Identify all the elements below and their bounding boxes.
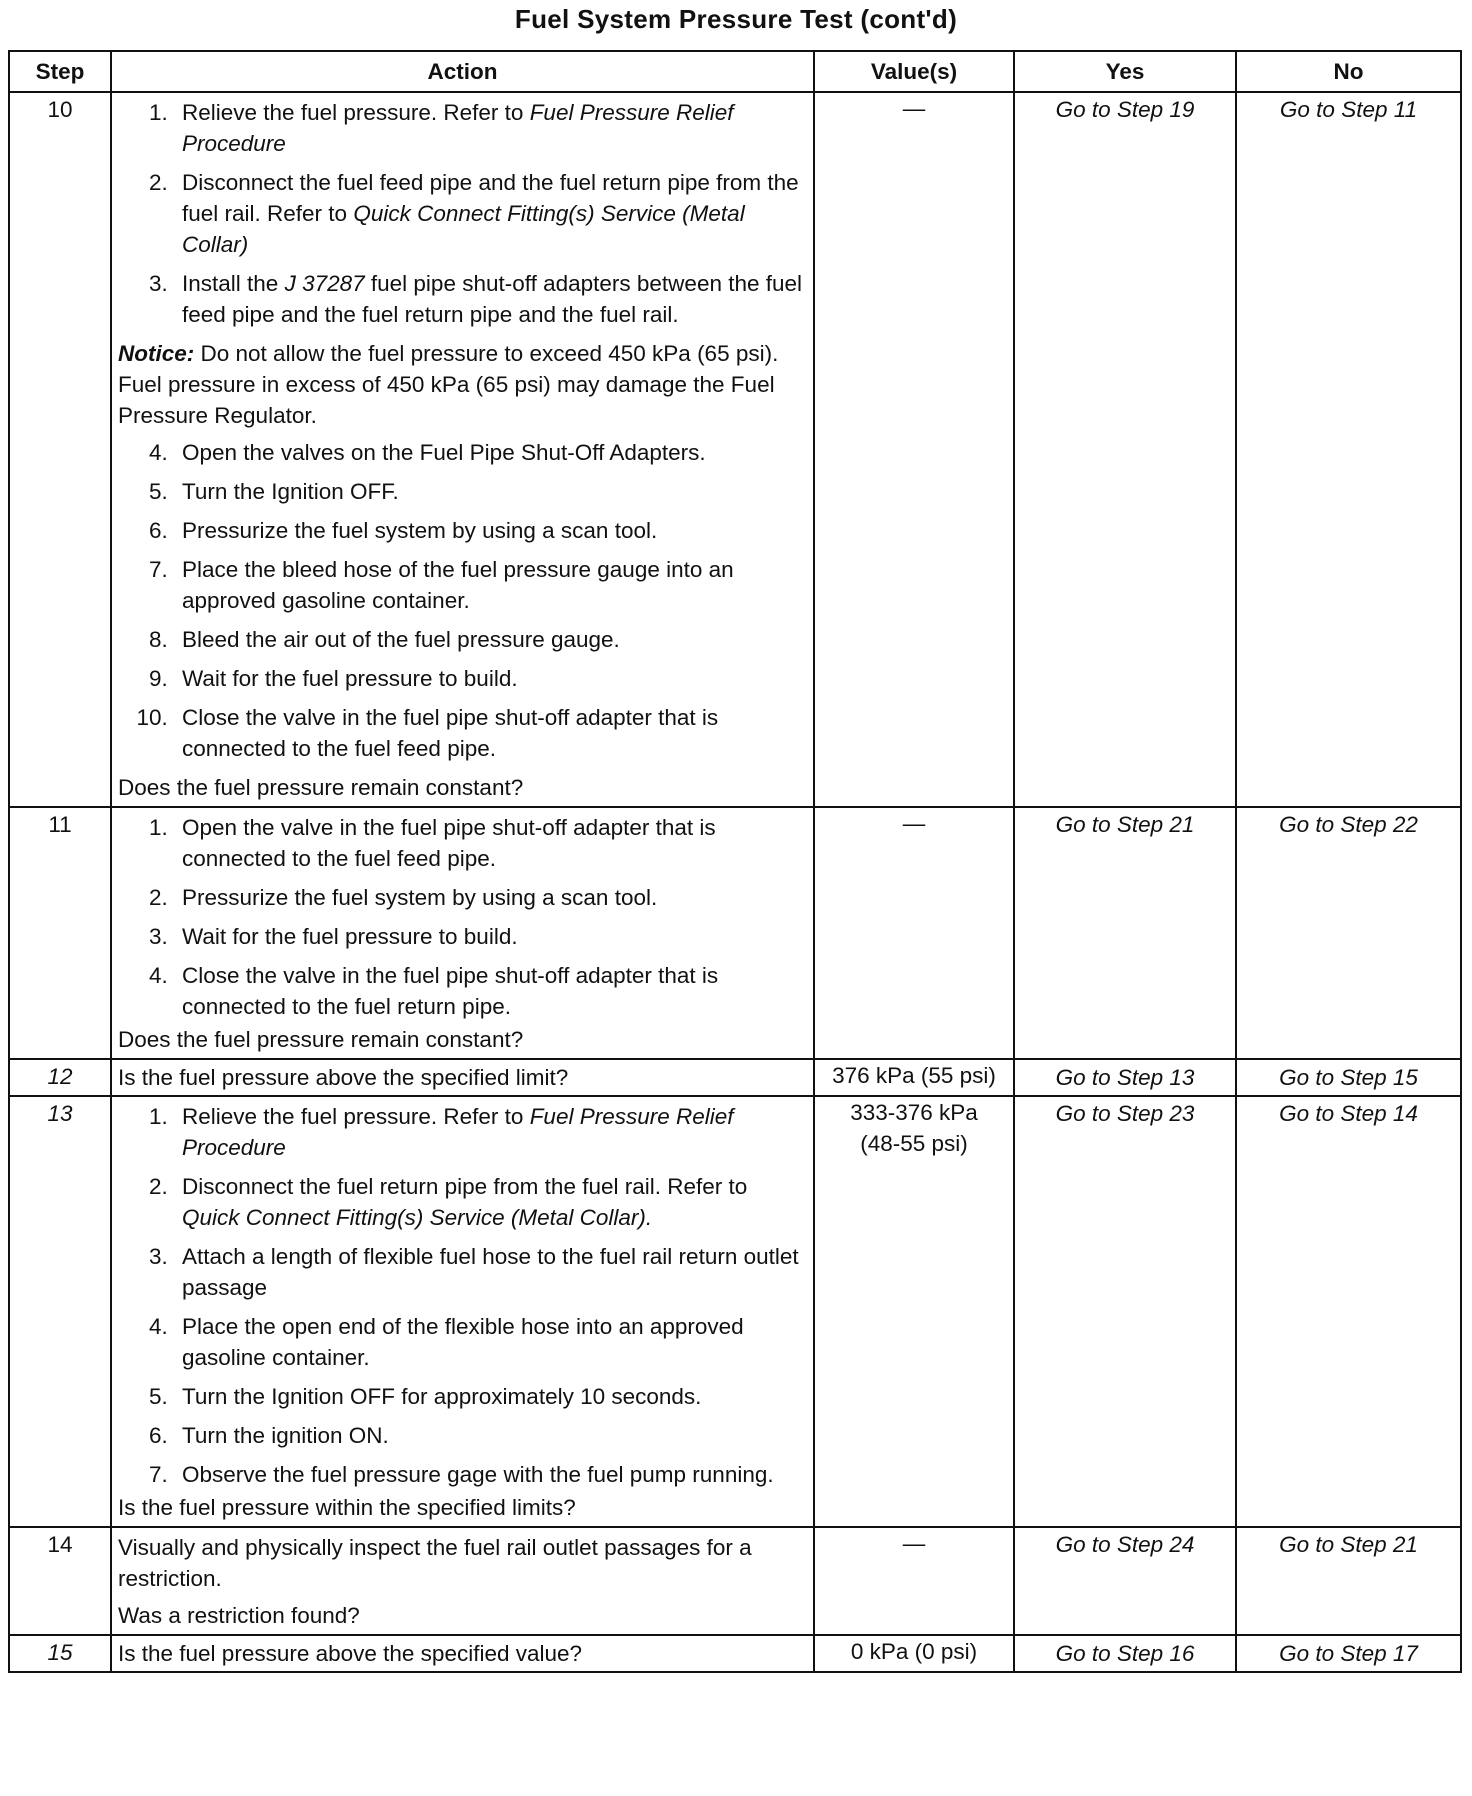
- yes-result: Go to Step 16: [1014, 1635, 1236, 1672]
- value-kpa: 333-376 kPa: [850, 1100, 978, 1125]
- question: Does the fuel pressure remain constant?: [118, 1027, 524, 1052]
- action-step: 8. Bleed the air out of the fuel pressure gauge.: [174, 624, 807, 655]
- table-row-step-14: [9, 1527, 1461, 1635]
- reference-link: Quick Connect Fitting(s) Service (Metal Collar): [182, 201, 745, 257]
- yes-result: Go to Step 21: [1014, 807, 1236, 1059]
- no-result: Go to Step 22: [1236, 807, 1461, 1059]
- table-row-step-12: [9, 1059, 1461, 1096]
- tool-reference: J 37287: [284, 271, 365, 296]
- action-step: 1. Open the valve in the fuel pipe shut-off adapter that is connected to the fuel feed pipe.: [174, 812, 807, 874]
- no-result: Go to Step 14: [1236, 1096, 1461, 1527]
- action-step: 7. Observe the fuel pressure gage with the fuel pump running.: [174, 1459, 807, 1490]
- action-step: 3. Wait for the fuel pressure to build.: [174, 921, 807, 952]
- action-steps: [118, 812, 807, 1022]
- action-step: 9. Wait for the fuel pressure to build.: [174, 663, 807, 694]
- action-step: 7. Place the bleed hose of the fuel pressure gauge into an approved gasoline container.: [174, 554, 807, 616]
- action-cell: [111, 1527, 814, 1635]
- reference-link: Fuel Pressure Relief Procedure: [182, 1104, 734, 1160]
- action-steps: [118, 1101, 807, 1490]
- action-step: 1. Relieve the fuel pressure. Refer to Fuel Pressure Relief Procedure: [174, 1101, 807, 1163]
- action-step: 4. Place the open end of the flexible hose into an approved gasoline container.: [174, 1311, 807, 1373]
- question: Is the fuel pressure within the specified limits?: [118, 1495, 576, 1520]
- action-steps-continued: [118, 437, 807, 764]
- table-header-row: [9, 51, 1461, 92]
- step-number: 12: [9, 1059, 111, 1096]
- action-step: 4. Close the valve in the fuel pipe shut-off adapter that is connected to the fuel return pipe.: [174, 960, 807, 1022]
- action-cell: [111, 1096, 814, 1527]
- value-cell: 0 kPa (0 psi): [814, 1635, 1014, 1672]
- question: Does the fuel pressure remain constant?: [118, 775, 524, 800]
- notice: [118, 338, 807, 431]
- action-cell: [111, 92, 814, 807]
- yes-result: Go to Step 24: [1014, 1527, 1236, 1635]
- header-yes: Yes: [1014, 51, 1236, 92]
- step-number: 15: [9, 1635, 111, 1672]
- yes-result: Go to Step 13: [1014, 1059, 1236, 1096]
- header-step: Step: [9, 51, 111, 92]
- value-cell: —: [814, 807, 1014, 1059]
- action-step: 3. Attach a length of flexible fuel hose to the fuel rail return outlet passage: [174, 1241, 807, 1303]
- table-row-step-13: [9, 1096, 1461, 1527]
- table-row-step-10: [9, 92, 1461, 807]
- value-cell: —: [814, 1527, 1014, 1635]
- header-values: Value(s): [814, 51, 1014, 92]
- action-step: 2. Disconnect the fuel feed pipe and the fuel return pipe from the fuel rail. Refer to Quick Connect Fitting(s) Service (Metal Collar): [174, 167, 807, 260]
- value-cell: 376 kPa (55 psi): [814, 1059, 1014, 1096]
- reference-link: Quick Connect Fitting(s) Service (Metal Collar).: [182, 1205, 653, 1230]
- no-result: Go to Step 21: [1236, 1527, 1461, 1635]
- procedure-table: [8, 50, 1462, 1673]
- action-step: 1. Relieve the fuel pressure. Refer to Fuel Pressure Relief Procedure: [174, 97, 807, 159]
- action-step: 6. Pressurize the fuel system by using a scan tool.: [174, 515, 807, 546]
- action-step: 4. Open the valves on the Fuel Pipe Shut-Off Adapters.: [174, 437, 807, 468]
- question: Was a restriction found?: [118, 1603, 360, 1628]
- action-text: Visually and physically inspect the fuel rail outlet passages for a restriction.: [118, 1535, 752, 1591]
- no-result: Go to Step 17: [1236, 1635, 1461, 1672]
- step-number: 14: [9, 1527, 111, 1635]
- value-cell: —: [814, 92, 1014, 807]
- no-result: Go to Step 11: [1236, 92, 1461, 807]
- question: Is the fuel pressure above the specified value?: [111, 1635, 814, 1672]
- action-step: 5. Turn the Ignition OFF for approximately 10 seconds.: [174, 1381, 807, 1412]
- action-steps: [118, 97, 807, 330]
- step-number: 11: [9, 807, 111, 1059]
- notice-label: Notice:: [118, 341, 195, 366]
- action-step: 6. Turn the ignition ON.: [174, 1420, 807, 1451]
- value-cell: [814, 1096, 1014, 1527]
- header-no: No: [1236, 51, 1461, 92]
- value-psi: (48-55 psi): [860, 1131, 968, 1156]
- action-cell: [111, 807, 814, 1059]
- reference-link: Fuel Pressure Relief Procedure: [182, 100, 734, 156]
- action-step: 2. Pressurize the fuel system by using a scan tool.: [174, 882, 807, 913]
- no-result: Go to Step 15: [1236, 1059, 1461, 1096]
- page-title: Fuel System Pressure Test (cont'd): [514, 4, 958, 34]
- action-step: 10. Close the valve in the fuel pipe shut-off adapter that is connected to the fuel feed pipe.: [174, 702, 807, 764]
- action-step: 3. Install the J 37287 fuel pipe shut-off adapters between the fuel feed pipe and the fuel return pipe and the fuel rail.: [174, 268, 807, 330]
- table-row-step-15: [9, 1635, 1461, 1672]
- header-action: Action: [111, 51, 814, 92]
- action-step: 2. Disconnect the fuel return pipe from the fuel rail. Refer to Quick Connect Fitting(s) Service (Metal Collar).: [174, 1171, 807, 1233]
- table-row-step-11: [9, 807, 1461, 1059]
- action-step: 5. Turn the Ignition OFF.: [174, 476, 807, 507]
- step-number: 13: [9, 1096, 111, 1527]
- question: Is the fuel pressure above the specified limit?: [111, 1059, 814, 1096]
- step-number: 10: [9, 92, 111, 807]
- yes-result: Go to Step 19: [1014, 92, 1236, 807]
- notice-text: Do not allow the fuel pressure to exceed 450 kPa (65 psi). Fuel pressure in excess of 450 kPa (65 psi) may damage the Fuel Pressure Regulator.: [118, 341, 779, 428]
- yes-result: Go to Step 23: [1014, 1096, 1236, 1527]
